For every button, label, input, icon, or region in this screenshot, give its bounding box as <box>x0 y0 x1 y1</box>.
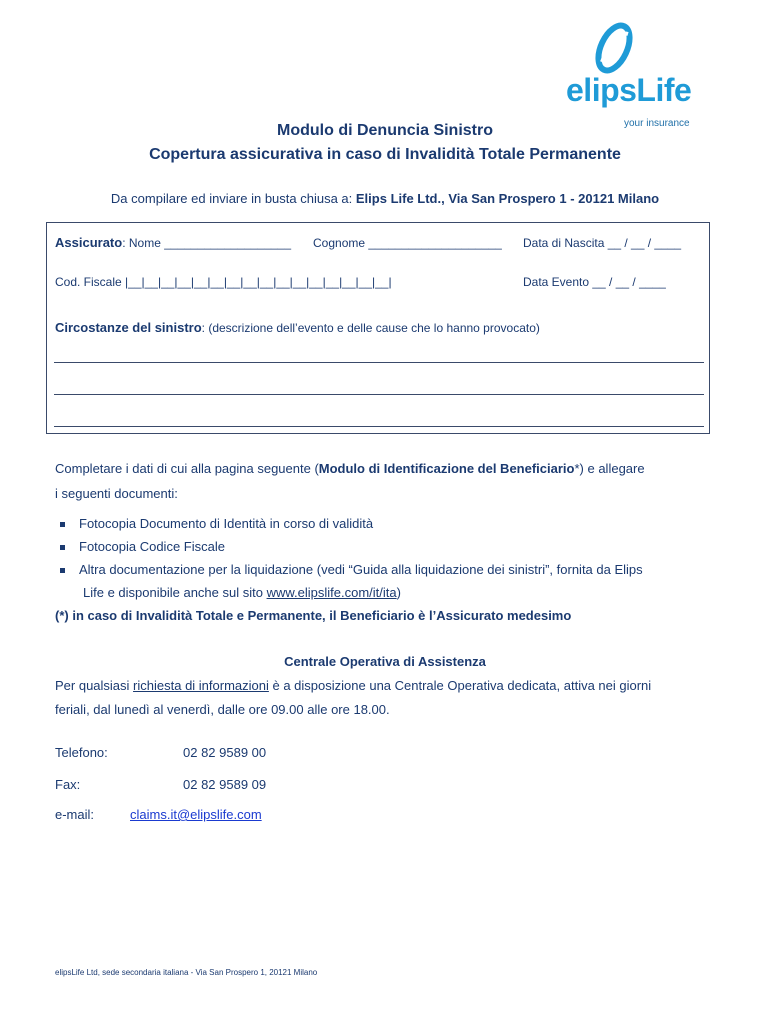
company-logo <box>566 22 696 129</box>
doc3-line2-suffix: ) <box>396 585 401 600</box>
event-date-field[interactable]: Data Evento __ / __ / ____ <box>523 275 666 289</box>
bullet-icon <box>60 568 65 573</box>
assistance-hours: feriali, dal lunedì al venerdì, dalle ore 09.00 alle ore 18.00. <box>55 702 390 717</box>
insured-row <box>55 235 291 250</box>
circumstances-hint: : (descrizione dell’evento e delle cause che lo hanno provocato) <box>201 321 540 335</box>
assistance-text-prefix: Per qualsiasi <box>55 678 134 693</box>
page-footer: elipsLife Ltd, sede secondaria italiana - Via San Prospero 1, 20121 Milano <box>55 968 318 977</box>
logo-mark-icon <box>594 22 634 74</box>
circumstances-line-3[interactable] <box>54 426 704 427</box>
list-item <box>60 516 373 531</box>
email-link[interactable]: claims.it@elipslife.com <box>130 807 262 822</box>
send-address: Elips Life Ltd., Via San Prospero 1 - 20121 Milano <box>355 191 660 206</box>
logo-tagline: your insurance <box>624 118 690 129</box>
bullet-icon <box>60 522 65 527</box>
doc-item-continuation <box>83 585 401 600</box>
insured-label: Assicurato <box>55 235 123 250</box>
fiscal-code-field[interactable]: Cod. Fiscale |__|__|__|__|__|__|__|__|__|__|__|__|__|__|__|__| <box>55 275 392 289</box>
birth-date-field[interactable]: Data di Nascita __ / __ / ____ <box>523 236 682 250</box>
complete-suffix: *) e allegare <box>574 461 645 476</box>
fax-label: Fax: <box>55 777 81 792</box>
doc-item-label: Fotocopia Codice Fiscale <box>79 539 225 554</box>
fax-number: 02 82 9589 09 <box>183 777 267 792</box>
doc3-line2-prefix: Life e disponibile anche sul sito <box>83 585 267 600</box>
complete-prefix: Completare i dati di cui alla pagina seguente ( <box>55 461 319 476</box>
page-subtitle: Copertura assicurativa in caso di Invalidità Totale Permanente <box>149 146 621 163</box>
doc-item-label: Altra documentazione per la liquidazione (vedi “Guida alla liquidazione dei sinistri”, fornita da Elips <box>79 562 643 577</box>
circumstances-row <box>55 320 540 335</box>
doc-item-label: Fotocopia Documento di Identità in corso di validità <box>79 516 374 531</box>
circumstances-line-1[interactable] <box>54 362 704 363</box>
beneficiary-note: (*) in caso di Invalidità Totale e Permanente, il Beneficiario è l’Assicurato medesimo <box>55 608 572 623</box>
email-label: e-mail: <box>55 807 95 822</box>
page-title: Modulo di Denuncia Sinistro <box>277 122 493 139</box>
send-instructions <box>0 191 770 206</box>
beneficiary-form-ref: Modulo di Identificazione del Beneficiario <box>318 461 575 476</box>
bullet-icon <box>60 545 65 550</box>
assistance-heading: Centrale Operativa di Assistenza <box>284 654 486 669</box>
circumstances-line-2[interactable] <box>54 394 704 395</box>
info-request-link[interactable]: richiesta di informazioni <box>133 678 269 693</box>
assistance-text <box>55 678 651 693</box>
website-link[interactable]: www.elipslife.com/it/ita <box>266 585 397 600</box>
phone-label: Telefono: <box>55 745 108 760</box>
surname-field[interactable]: Cognome ____________________ <box>313 236 502 250</box>
send-instructions-prefix: Da compilare ed inviare in busta chiusa a: <box>110 191 356 206</box>
logo-wordmark: elipsLife <box>566 72 692 108</box>
assistance-text-suffix: è a disposizione una Centrale Operativa dedicata, attiva nei giorni <box>268 678 652 693</box>
list-item <box>60 539 225 554</box>
list-item <box>60 562 643 577</box>
name-field[interactable]: : Nome ___________________ <box>122 236 292 250</box>
complete-instructions <box>55 461 645 476</box>
circumstances-label: Circostanze del sinistro <box>55 320 202 335</box>
complete-instructions-line2: i seguenti documenti: <box>55 486 178 501</box>
phone-number: 02 82 9589 00 <box>183 745 267 760</box>
